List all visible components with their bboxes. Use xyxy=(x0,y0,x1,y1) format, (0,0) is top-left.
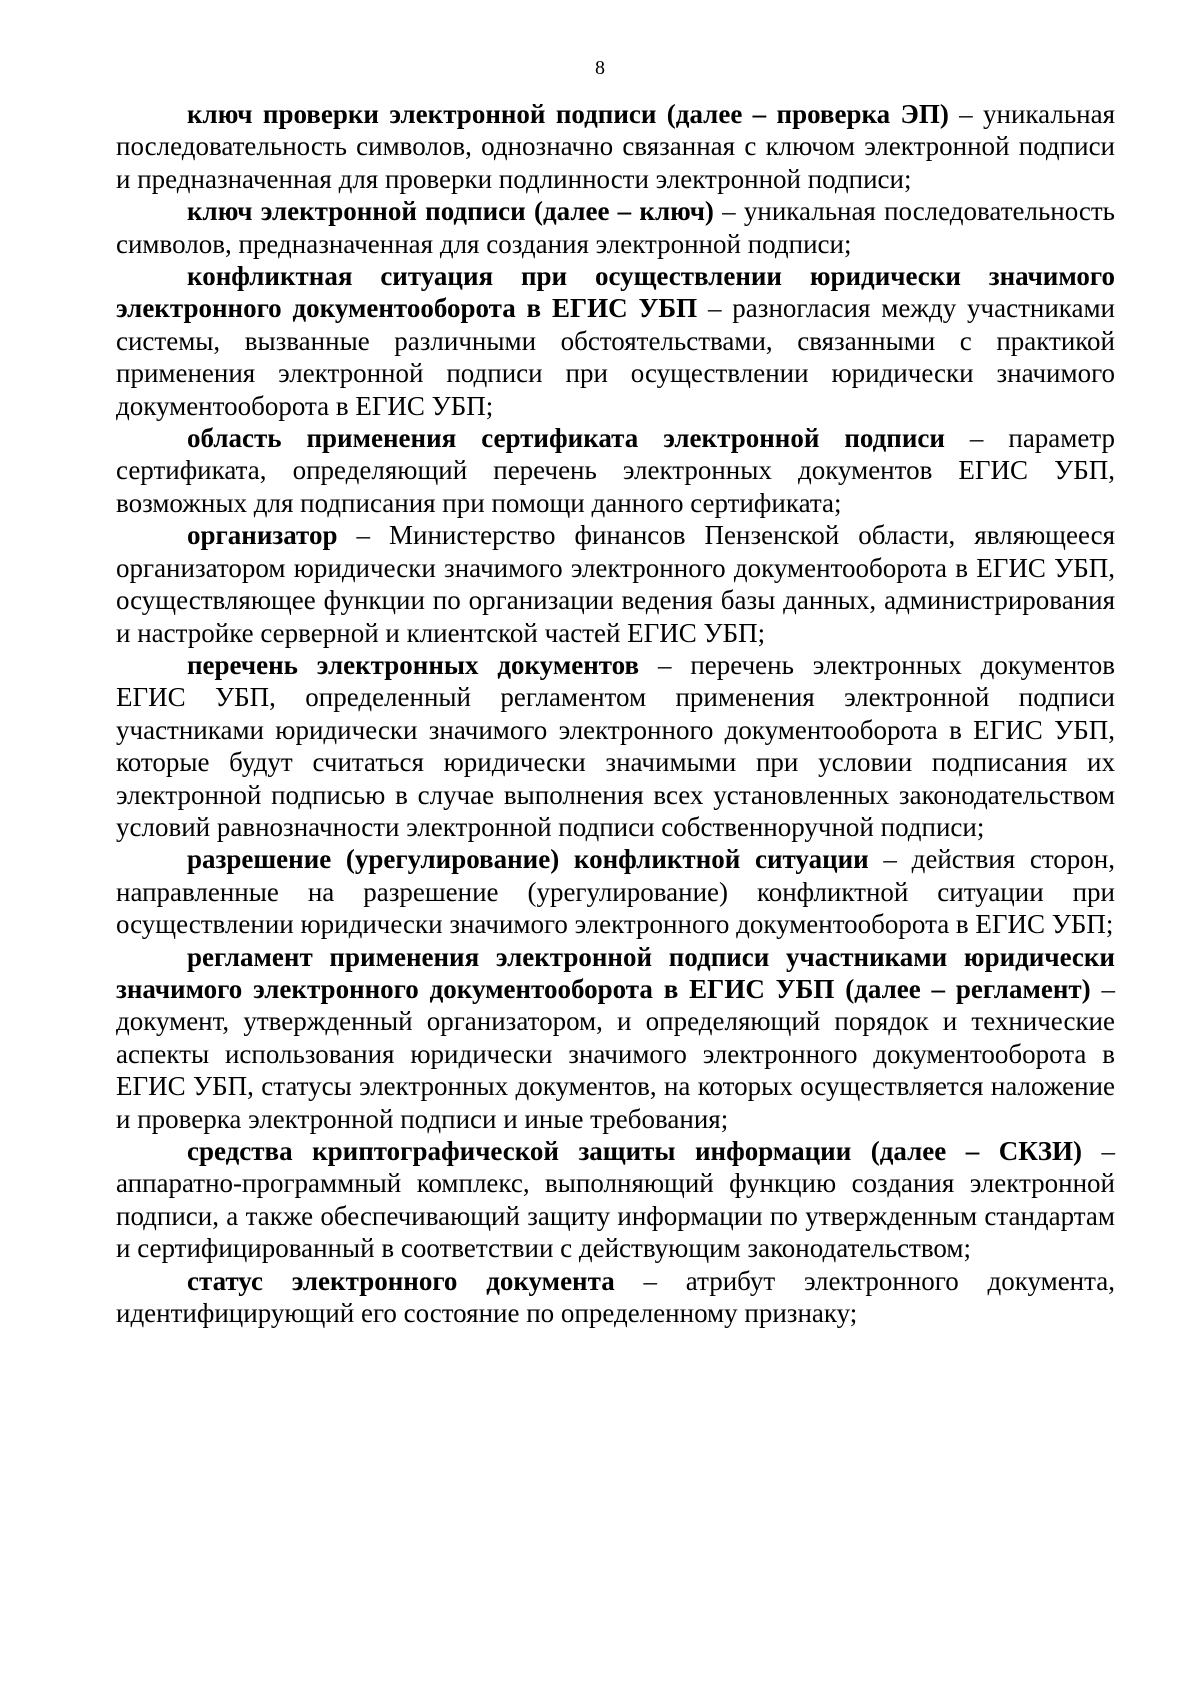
definition-term: статус электронного документа xyxy=(187,1265,615,1296)
definition-text: – уникальная последовательность символов, однозначно связанная с ключом электронной подписи и предназначенная для проверки подлинности электронной подписи; xyxy=(116,99,1115,194)
definition-text: – действия сторон, направленные на разрешение (урегулирование) конфликтной ситуации при осуществлении юридически значимого электронного документооборота в ЕГИС УБП; xyxy=(116,844,1115,940)
definition-term: ключ проверки электронной подписи (далее – проверка ЭП) xyxy=(187,99,949,129)
definition-term: область применения сертификата электронной подписи xyxy=(187,423,945,454)
definition-text: – уникальная последовательность символов, предназначенная для создания электронной подписи; xyxy=(116,196,1115,259)
definition-organizer xyxy=(116,519,1115,649)
definition-text: – перечень электронных документов ЕГИС УБП, определенный регламентом применения электронной подписи участниками юридически значимого электронного документооборота в ЕГИС УБП, которые будут считаться юридически значимыми при условии подписания их электронной подписью в случае выполнения всех установленных законодательством условий равнозначности электронной подписи собственноручной подписи; xyxy=(116,649,1115,842)
definition-term: разрешение (урегулирование) конфликтной ситуации xyxy=(187,844,869,875)
definition-signature-key xyxy=(116,195,1115,260)
definition-key-verification xyxy=(116,98,1115,195)
definition-document-list xyxy=(116,649,1115,843)
definition-term: конфликтная ситуация при осуществлении юридически значимого электронного документооборота в ЕГИС УБП xyxy=(116,261,1115,324)
definition-text: – атрибут электронного документа, идентифицирующий его состояние по определенному признаку; xyxy=(116,1265,1115,1329)
definition-term: ключ электронной подписи (далее – ключ) xyxy=(187,196,714,227)
definition-regulation xyxy=(116,941,1115,1135)
definition-text: – разногласия между участниками системы, вызванные различными обстоятельствами, связанными с практикой применения электронной подписи при осуществлении юридически значимого документооборота в ЕГИС УБП; xyxy=(116,293,1115,421)
definition-text: – документ, утвержденный организатором, и определяющий порядок и технические аспекты использования юридически значимого электронного документооборота в ЕГИС УБП, статусы электронных документов, на которых осуществляется наложение и проверка электронной подписи и иные требования; xyxy=(116,973,1115,1134)
definitions-list xyxy=(116,98,1115,1329)
definition-certificate-scope xyxy=(116,422,1115,519)
definition-text: – параметр сертификата, определяющий перечень электронных документов ЕГИС УБП, возможных для подписания при помощи данного сертификата; xyxy=(116,423,1115,518)
definition-text: – Министерство финансов Пензенской области, являющееся организатором юридически значимого электронного документооборота в ЕГИС УБП, осуществляющее функции по организации ведения базы данных, администрирования и настройке серверной и клиентской частей ЕГИС УБП; xyxy=(116,520,1115,648)
definition-document-status xyxy=(116,1265,1115,1330)
definition-term: средства криптографической защиты информации (далее – СКЗИ) xyxy=(187,1136,1083,1166)
definition-conflict-situation xyxy=(116,260,1115,422)
definition-conflict-resolution xyxy=(116,843,1115,940)
definition-text: – аппаратно-программный комплекс, выполняющий функцию создания электронной подписи, а также обеспечивающий защиту информации по утвержденным стандартам и сертифицированный в соответствии с действующим законодательством; xyxy=(116,1136,1115,1264)
definition-crypto-protection xyxy=(116,1135,1115,1265)
definition-term: регламент применения электронной подписи участниками юридически значимого электронного документооборота в ЕГИС УБП (далее – регламент) xyxy=(116,941,1115,1004)
definition-term: перечень электронных документов xyxy=(187,649,640,680)
definition-term: организатор xyxy=(187,520,338,551)
page-number: 8 xyxy=(595,57,605,79)
